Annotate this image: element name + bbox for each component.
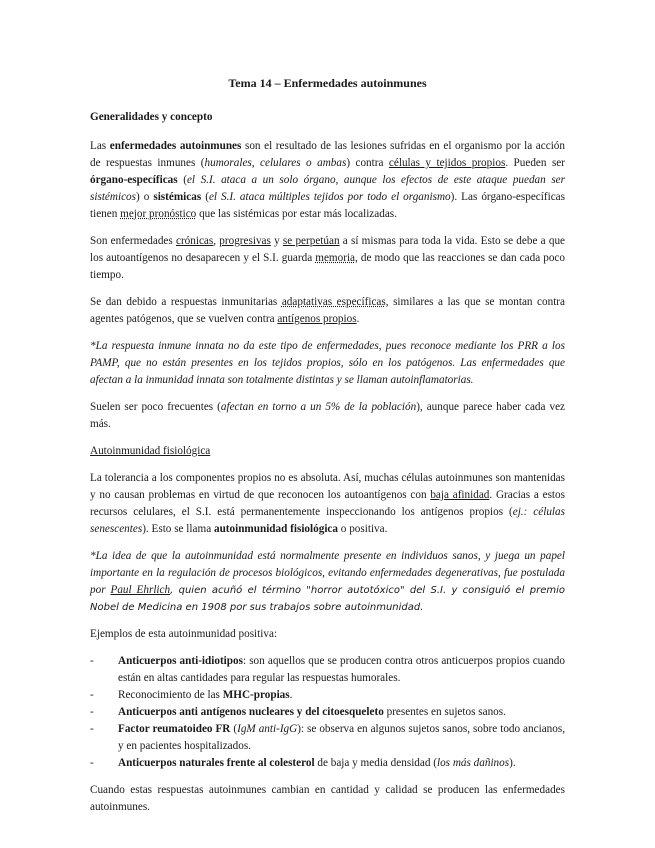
note-innate-immunity: *La respuesta inmune innata no da este tipo de enfermedades, pues reconoce mediante los PRR a los PAMP, que no están presentes en los tejidos propios, sólo en los patógenos. Las enfermedades que afectan a la inmunidad innata son totalmente distintas y se llaman autoinflamatorias. [90, 340, 565, 386]
list-item: - Anticuerpos anti antígenos nucleares y del citoesqueleto presentes en sujetos sanos. [90, 706, 506, 718]
paragraph-tolerance: La tolerancia a los componentes propios no es absoluta. Así, muchas células autoinmunes son mantenidas y no causan problemas en virtud de que reconocen los autoantígenos con baja afinidad. Gracias a estos recursos celulares, el S.I. está permanentemente inspeccionando los antígenos propios (ej.: células senescentes). Esto se llama autoinmunidad fisiológica o positiva. [90, 472, 565, 535]
ehrlich-name: Paul Ehrlich [110, 584, 171, 596]
section-heading-generalidades: Generalidades y concepto [90, 111, 213, 123]
paragraph-examples-intro: Ejemplos de esta autoinmunidad positiva: [90, 628, 278, 640]
paragraph-definition: Las enfermedades autoinmunes son el resultado de las lesiones sufridas en el organismo por la acción de respuestas inmunes (humorales, celulares o ambas) contra células y tejidos propios. Pueden ser órgano-específicas (el S.I. ataca a un solo órgano, aunque los efectos de este ataque puedan ser sistémicos) o sistémicas (el S.I. ataca múltiples tejidos por todo el organismo). Las órgano-específicas tienen mejor pronóstico que las sistémicas por estar más localizadas. [90, 140, 565, 220]
section-heading-autoinmunidad-fisiologica: Autoinmunidad fisiológica [90, 445, 211, 457]
note-ehrlich: *La idea de que la autoinmunidad está normalmente presente en individuos sanos, y juega un papel importante en la regulación de procesos biológicos, evitando enfermedades degenerativas, fue postulada por Paul Ehrlich, quien acuñó el término "horror autotóxico" del S.I. y consiguió el premio Nobel de Medicina en 1908 por sus trabajos sobre autoinmunidad. [90, 550, 566, 613]
examples-list [90, 653, 565, 772]
paragraph-conclusion: Cuando estas respuestas autoinmunes cambian en cantidad y calidad se producen las enfermedades autoinmunes. [90, 784, 565, 813]
list-item: - Reconocimiento de las MHC-propias. [90, 689, 293, 701]
document-title: Tema 14 – Enfermedades autoinmunes [228, 76, 427, 90]
paragraph-frequency: Suelen ser poco frecuentes (afectan en torno a un 5% de la población), aunque parece haber cada vez más. [90, 401, 565, 430]
paragraph-adaptive: Se dan debido a respuestas inmunitarias adaptativas específicas, similares a las que se montan contra agentes patógenos, que se vuelven contra antígenos propios. [90, 296, 565, 325]
list-item: - Factor reumatoideo FR (IgM anti-IgG): se observa en algunos sujetos sanos, sobre todo ancianos, y en pacientes hospitalizados. [90, 723, 565, 752]
list-item: - Anticuerpos anti-idiotipos: son aquellos que se producen contra otros anticuerpos propios cuando están en altas cantidades para regular las respuestas humorales. [90, 655, 565, 684]
paragraph-chronic: Son enfermedades crónicas, progresivas y se perpetúan a sí mismas para toda la vida. Esto se debe a que los autoantígenos no desaparecen y el S.I. guarda memoria, de modo que las reacciones se dan cada poco tiempo. [90, 235, 565, 281]
list-item: - Anticuerpos naturales frente al colesterol de baja y media densidad (los más dañinos). [90, 757, 516, 769]
document-page [90, 68, 565, 826]
